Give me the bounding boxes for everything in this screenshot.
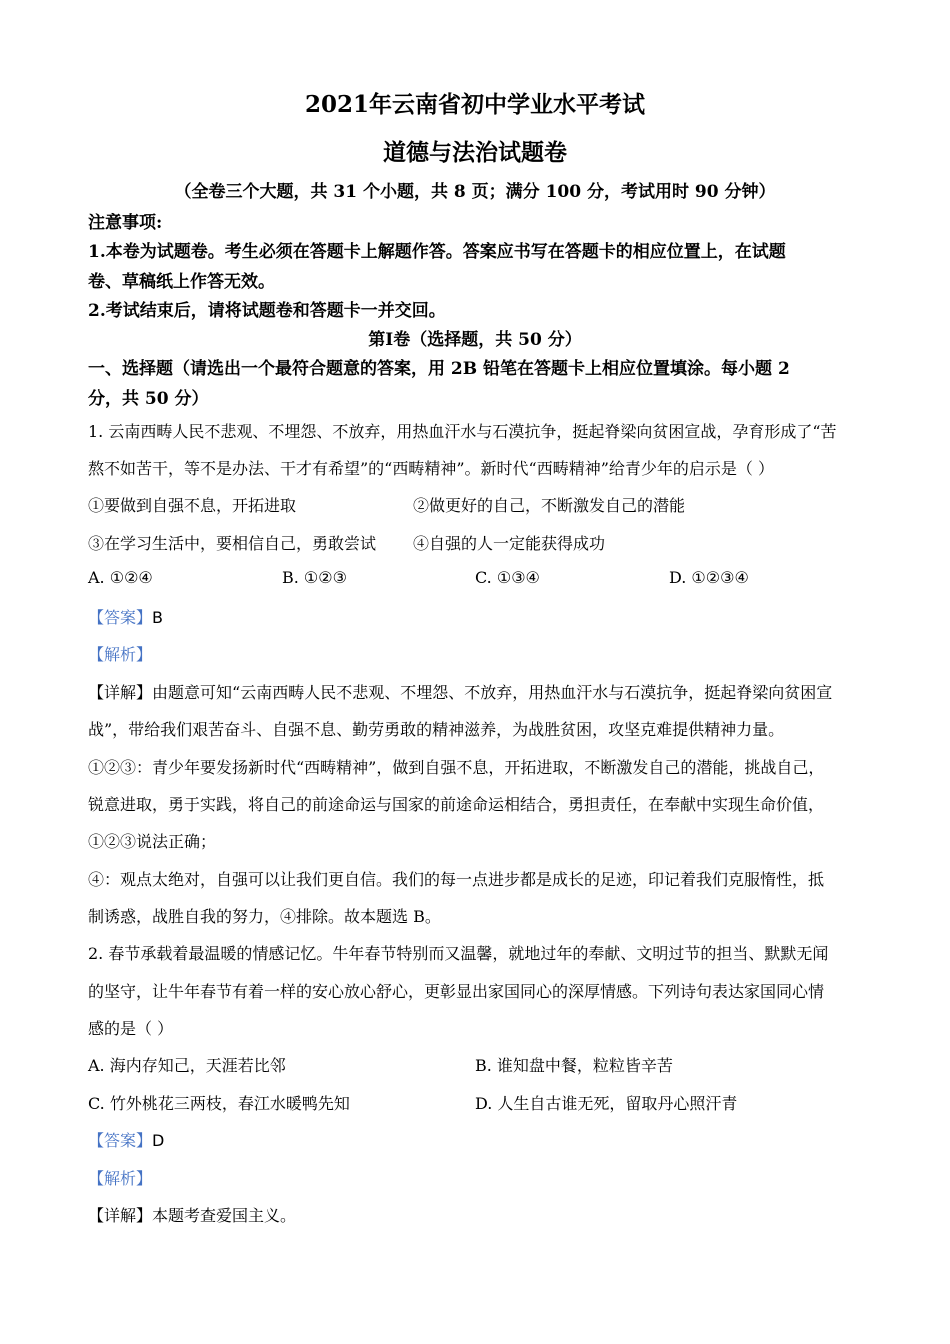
q1-detail-line-2: 战”，带给我们艰苦奋斗、自强不息、勤劳勇敢的精神滋养，为战胜贫困，攻坚克难提供精神力量。 <box>88 720 785 739</box>
q1-stem-cont: 熬不如苦干，等不是办法、干才有希望”的“西畴精神”。新时代“西畴精神”给青少年的启示是（ ） <box>88 459 774 478</box>
q1-option-a: A. ①②④ <box>88 568 153 587</box>
section-heading-cont: 分，共 50 分） <box>88 389 209 409</box>
q1-option-d: D. ①②③④ <box>669 568 749 587</box>
q1-option-b: B. ①②③ <box>282 568 347 587</box>
part-heading: 第Ⅰ卷（选择题，共 50 分） <box>368 330 582 350</box>
q1-stem: 1. 云南西畴人民不悲观、不埋怨、不放弃，用热血汗水与石漠抗争，挺起脊梁向贫困宣战，孕育形成了“苦 <box>88 422 837 441</box>
section-heading: 一、选择题（请选出一个最符合题意的答案，用 2B 铅笔在答题卡上相应位置填涂。每小题 2 <box>88 359 790 379</box>
detail-text: 本题考查爱国主义。 <box>152 1206 297 1225</box>
q1-detail-line-4: 锐意进取，勇于实践，将自己的前途命运与国家的前途命运相结合，勇担责任，在奉献中实现生命价值， <box>88 795 825 814</box>
q2-analysis-tag: 【解析】 <box>88 1169 153 1188</box>
q2-stem-cont: 的坚守，让牛年春节有着一样的安心放心舒心，更彰显出家国同心的深厚情感。下列诗句表达家国同心情 <box>88 982 825 1001</box>
q1-statement-2: ②做更好的自己，不断激发自己的潜能 <box>413 496 686 515</box>
q2-option-d: D. 人生自古谁无死，留取丹心照汗青 <box>475 1094 738 1113</box>
q1-option-c: C. ①③④ <box>475 568 540 587</box>
detail-tag: 【详解】 <box>88 1206 153 1225</box>
q1-detail-line-7: 制诱惑，战胜自我的努力，④排除。故本题选 B。 <box>88 907 441 926</box>
notes-heading: 注意事项: <box>88 213 163 233</box>
q1-detail-line-3: ①②③：青少年要发扬新时代“西畴精神”，做到自强不息，开拓进取，不断激发自己的潜能，挑战自己， <box>88 758 825 777</box>
q2-option-b: B. 谁知盘中餐，粒粒皆辛苦 <box>475 1056 673 1075</box>
q2-option-a: A. 海内存知己，天涯若比邻 <box>88 1056 286 1075</box>
q1-detail <box>88 680 832 703</box>
detail-tag: 【详解】 <box>88 683 153 702</box>
notes-item-1-cont: 卷、草稿纸上作答无效。 <box>88 272 275 292</box>
q1-answer <box>88 605 163 628</box>
q2-stem-cont-2: 感的是（ ） <box>88 1019 174 1038</box>
notes-item-1: 1.本卷为试题卷。考生必须在答题卡上解题作答。答案应书写在答题卡的相应位置上，在试题 <box>88 242 786 262</box>
q1-statement-4: ④自强的人一定能获得成功 <box>413 534 606 553</box>
q1-statement-3: ③在学习生活中，要相信自己，勇敢尝试 <box>88 534 377 553</box>
notes-item-2: 2.考试结束后，请将试题卷和答题卡一并交回。 <box>88 301 446 321</box>
exam-info: （全卷三个大题，共 31 个小题，共 8 页；满分 100 分，考试用时 90 分钟） <box>174 182 776 202</box>
answer-value: B <box>152 608 163 627</box>
q2-stem: 2. 春节承载着最温暖的情感记忆。牛年春节特别而又温馨，就地过年的奉献、文明过节的担当、默默无闻 <box>88 944 829 963</box>
q1-analysis-tag: 【解析】 <box>88 645 153 664</box>
answer-value: D <box>152 1131 165 1150</box>
exam-title: 2021年云南省初中学业水平考试 <box>304 91 645 118</box>
q1-detail-line-5: ①②③说法正确； <box>88 832 217 851</box>
exam-subject-title: 道德与法治试题卷 <box>383 139 567 166</box>
q2-detail <box>88 1203 296 1226</box>
q2-answer <box>88 1128 164 1151</box>
q1-detail-line-6: ④：观点太绝对，自强可以让我们更自信。我们的每一点进步都是成长的足迹，印记着我们克服惰性，抵 <box>88 870 825 889</box>
answer-tag: 【答案】 <box>88 608 153 627</box>
answer-tag: 【答案】 <box>88 1131 153 1150</box>
detail-text: 由题意可知“云南西畴人民不悲观、不埋怨、不放弃，用热血汗水与石漠抗争，挺起脊梁向贫困宣 <box>152 683 833 702</box>
q2-option-c: C. 竹外桃花三两枝，春江水暖鸭先知 <box>88 1094 350 1113</box>
q1-statement-1: ①要做到自强不息，开拓进取 <box>88 496 297 515</box>
